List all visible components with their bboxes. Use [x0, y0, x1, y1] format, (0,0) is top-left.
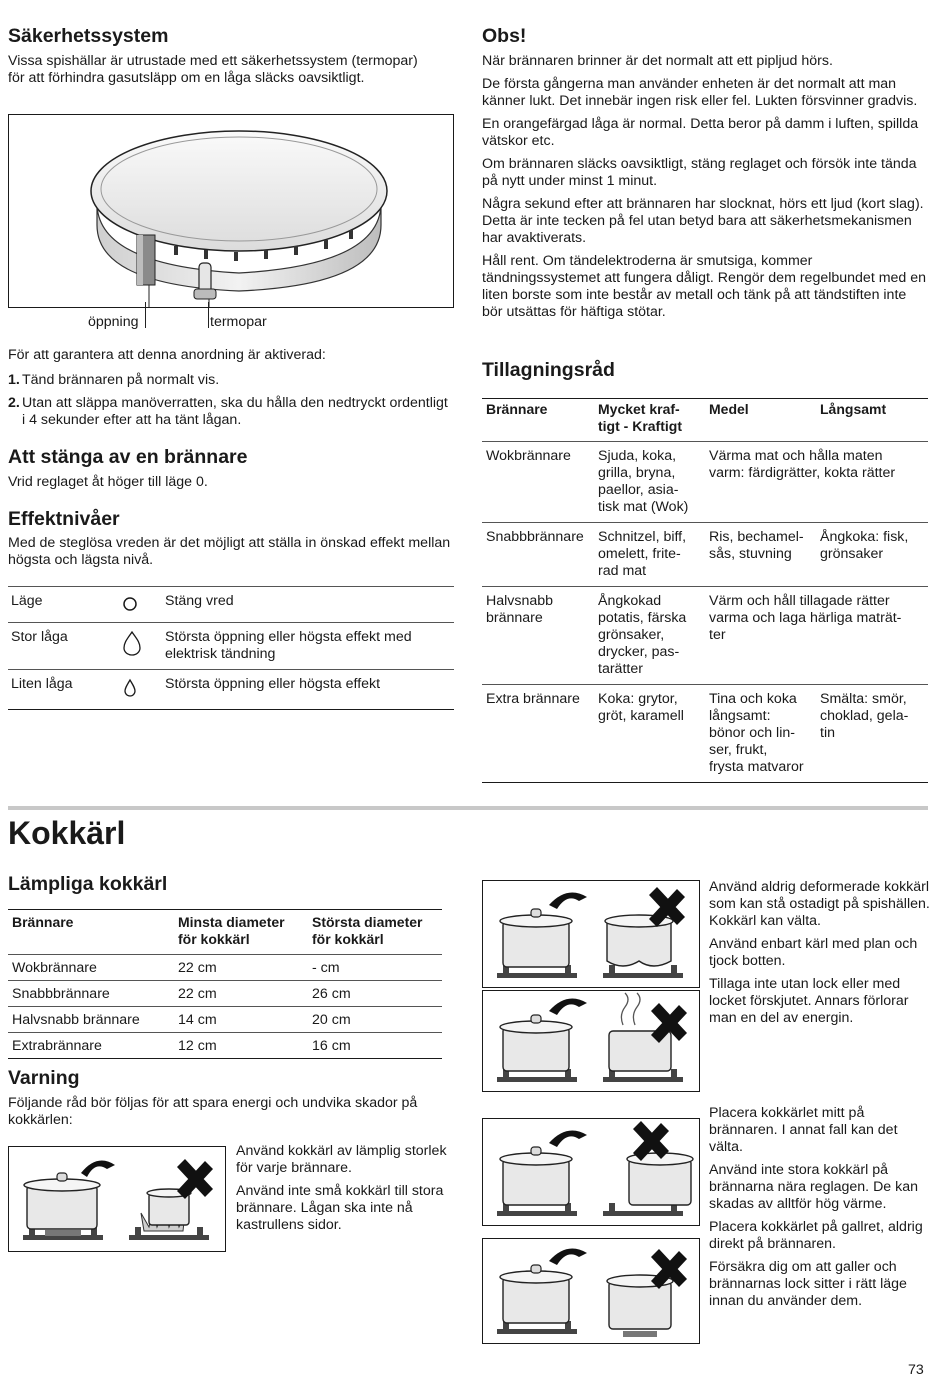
obs-paragraph: Några sekund efter att brännaren har slocknat, hörs ett ljud (kort slag). Detta är inte tecken på fel utan betyd bara att säkerhetsmekanismen har avaktiverats.: [482, 196, 924, 246]
pot-grate-illustration: [482, 1238, 700, 1344]
check-mark: [81, 1161, 115, 1178]
table-cell: Wokbrännare: [486, 448, 571, 464]
table-cell: Ris, bechamel- sås, stuvning: [709, 529, 804, 562]
leader-line: [145, 302, 146, 328]
cooking-title: Tillagningsråd: [482, 359, 615, 381]
table-cell: Värm och håll tillagade rätter varma och laga härliga maträt- ter: [709, 593, 902, 643]
table-cell: 26 cm: [312, 986, 351, 1002]
section-divider: [8, 806, 928, 810]
levels-title: Effektnivåer: [8, 508, 120, 530]
column-header: Mycket kraf- tigt - Kraftigt: [598, 401, 682, 434]
safety-intro: Vissa spishällar är utrustade med ett säkerhetssystem (termopar) för att förhindra gasutsläpp om en låga släcks oavsiktligt.: [8, 53, 418, 86]
cookware-title: Kokkärl: [8, 815, 126, 851]
table-row: [8, 1033, 442, 1059]
level-label: Läge: [8, 587, 120, 623]
table-cell: Värma mat och hålla maten varm: färdigrätter, kokta rätter: [709, 448, 896, 481]
table-header-row: [8, 910, 442, 955]
warning-tips: [236, 1143, 456, 1240]
column-header: Minsta diameter för kokkärl: [178, 914, 285, 947]
page-number: 73: [908, 1362, 924, 1378]
small-flame-icon: [120, 670, 162, 710]
table-cell: Halvsnabb brännare: [486, 593, 554, 626]
table-row: [482, 442, 928, 523]
table-cell: Snabbbrännare: [12, 986, 110, 1002]
table-cell: Koka: grytor, gröt, karamell: [598, 691, 684, 724]
tips-group-1: [709, 879, 931, 1033]
level-desc: Största öppning eller högsta effekt: [162, 670, 454, 710]
level-desc: Största öppning eller högsta effekt med elektrisk tändning: [162, 623, 454, 670]
table-cell: 14 cm: [178, 1012, 217, 1028]
level-label: Liten låga: [8, 670, 120, 710]
check-mark: [549, 1249, 587, 1266]
suitable-cookware-title: Lämpliga kokkärl: [8, 873, 168, 895]
column-header: Brännare: [12, 914, 74, 930]
tip-text: Placera kokkärlet mitt på brännaren. I annat fall kan det välta.: [709, 1105, 898, 1155]
step-number: 2.: [8, 395, 20, 411]
table-cell: 22 cm: [178, 986, 217, 1002]
safety-guarantee: För att garantera att denna anordning är aktiverad:: [8, 347, 326, 363]
tip-text: Använd aldrig deformerade kokkärl som kan stå ostadigt på spishällen. Kokkärl kan välta.: [709, 879, 930, 929]
table-row: [8, 587, 454, 623]
table-cell: Ångkoka: fisk, grönsaker: [820, 529, 909, 562]
check-mark: [549, 999, 587, 1016]
table-cell: Snabbbrännare: [486, 529, 584, 545]
cookware-size-table: [8, 909, 442, 1059]
table-row: [8, 981, 442, 1007]
table-cell: 20 cm: [312, 1012, 351, 1028]
obs-paragraph: De första gångerna man använder enheten är det normalt att man känner lukt. Det innebär ingen risk eller fel. Lukten försvinner gradvis.: [482, 76, 918, 109]
safety-steps: [8, 372, 448, 435]
obs-notes: [482, 53, 928, 327]
table-cell: 12 cm: [178, 1038, 217, 1054]
table-cell: Sjuda, koka, grilla, bryna, paellor, asia- tisk mat (Wok): [598, 448, 689, 515]
pot-deformation-illustration: [482, 880, 700, 988]
pot-lid-illustration: [482, 990, 700, 1092]
table-cell: 22 cm: [178, 960, 217, 976]
tip-text: Använd inte stora kokkärl på brännarna nära reglagen. De kan skadas av alltför hög värme.: [709, 1162, 919, 1212]
label-opening: öppning: [88, 314, 139, 330]
column-header: Brännare: [486, 401, 548, 417]
table-cell: Smälta: smör, choklad, gela- tin: [820, 691, 909, 741]
table-cell: Extra brännare: [486, 691, 580, 707]
table-cell: Extrabrännare: [12, 1038, 102, 1054]
tip-text: Använd enbart kärl med plan och tjock botten.: [709, 936, 918, 969]
tip-text: Placera kokkärlet på gallret, aldrig direkt på brännaren.: [709, 1219, 923, 1252]
warning-intro: Följande råd bör följas för att spara energi och undvika skador på kokkärlen:: [8, 1095, 418, 1128]
table-row: [8, 623, 454, 670]
cooking-advice-table: [482, 398, 928, 783]
tip-text: Använd kokkärl av lämplig storlek för varje brännare.: [236, 1143, 447, 1176]
list-item: [8, 395, 448, 429]
table-row: [482, 523, 928, 587]
step-text: Tänd brännaren på normalt vis.: [22, 372, 220, 388]
column-header: Största diameter för kokkärl: [312, 914, 423, 947]
label-thermocouple: termopar: [210, 314, 267, 330]
burner-illustration: [9, 115, 453, 307]
turn-off-text: Vrid reglaget åt höger till läge 0.: [8, 474, 208, 490]
list-item: [8, 372, 448, 389]
table-row: [482, 685, 928, 783]
table-header-row: [482, 399, 928, 442]
pot-size-illustration: [8, 1146, 226, 1252]
column-header: Medel: [709, 401, 749, 417]
leader-line: [208, 302, 209, 328]
column-header: Långsamt: [820, 401, 887, 417]
circle-off-icon: [120, 587, 162, 623]
check-mark: [549, 1131, 587, 1148]
tips-group-2: [709, 1105, 931, 1316]
pot-centering-illustration: [482, 1118, 700, 1226]
warning-title: Varning: [8, 1067, 80, 1089]
obs-paragraph: När brännaren brinner är det normalt att ett pipljud hörs.: [482, 53, 833, 69]
obs-paragraph: Om brännaren släcks oavsiktligt, stäng reglaget och försök inte tända på nytt under minst 1 minut.: [482, 156, 917, 189]
tip-text: Försäkra dig om att galler och brännarnas lock sitter i rätt läge innan du använder dem.: [709, 1259, 907, 1309]
step-text: Utan att släppa manöverratten, ska du hålla den nedtryckt ordentligt i 4 sekunder efter att ha tänt lågan.: [22, 395, 448, 428]
level-desc: Stäng vred: [162, 587, 454, 623]
tip-text: Tillaga inte utan lock eller med locket förskjutet. Annars förlorar man en del av energin.: [709, 976, 909, 1026]
safety-title: Säkerhetssystem: [8, 25, 169, 47]
tip-text: Använd inte små kokkärl till stora brännare. Lågan ska inte nå kastrullens sidor.: [236, 1183, 444, 1233]
table-cell: - cm: [312, 960, 340, 976]
large-flame-icon: [120, 623, 162, 670]
table-row: [8, 670, 454, 710]
step-number: 1.: [8, 372, 20, 388]
cross-mark: [177, 1159, 213, 1199]
power-levels-table: [8, 586, 454, 710]
check-mark: [549, 893, 587, 910]
burner-figure: [8, 114, 454, 308]
levels-intro: Med de steglösa vreden är det möjligt att ställa in önskad effekt mellan högsta och lägsta nivå.: [8, 535, 451, 568]
table-cell: 16 cm: [312, 1038, 351, 1054]
table-cell: Ångkokad potatis, färska grönsaker, drycker, pas- tarätter: [598, 593, 687, 677]
table-cell: Tina och koka långsamt: bönor och lin- ser, frukt, frysta matvaror: [709, 691, 804, 775]
table-row: [8, 1007, 442, 1033]
table-cell: Wokbrännare: [12, 960, 97, 976]
obs-paragraph: En orangefärgad låga är normal. Detta beror på damm i luften, spillda vätskor etc.: [482, 116, 919, 149]
table-row: [8, 955, 442, 981]
table-row: [482, 587, 928, 685]
table-cell: Schnitzel, biff, omelett, frite- rad mat: [598, 529, 687, 579]
level-label: Stor låga: [8, 623, 120, 670]
turn-off-title: Att stänga av en brännare: [8, 446, 248, 468]
table-cell: Halvsnabb brännare: [12, 1012, 140, 1028]
obs-paragraph: Håll rent. Om tändelektroderna är smutsiga, kommer tändningssystemet att fungera dåligt. Rengör dem regelbundet med en liten borste som inte består av metall och tänk på att tändstiften inte bör utsättas för häftiga stötar.: [482, 253, 927, 320]
obs-title: Obs!: [482, 25, 527, 47]
